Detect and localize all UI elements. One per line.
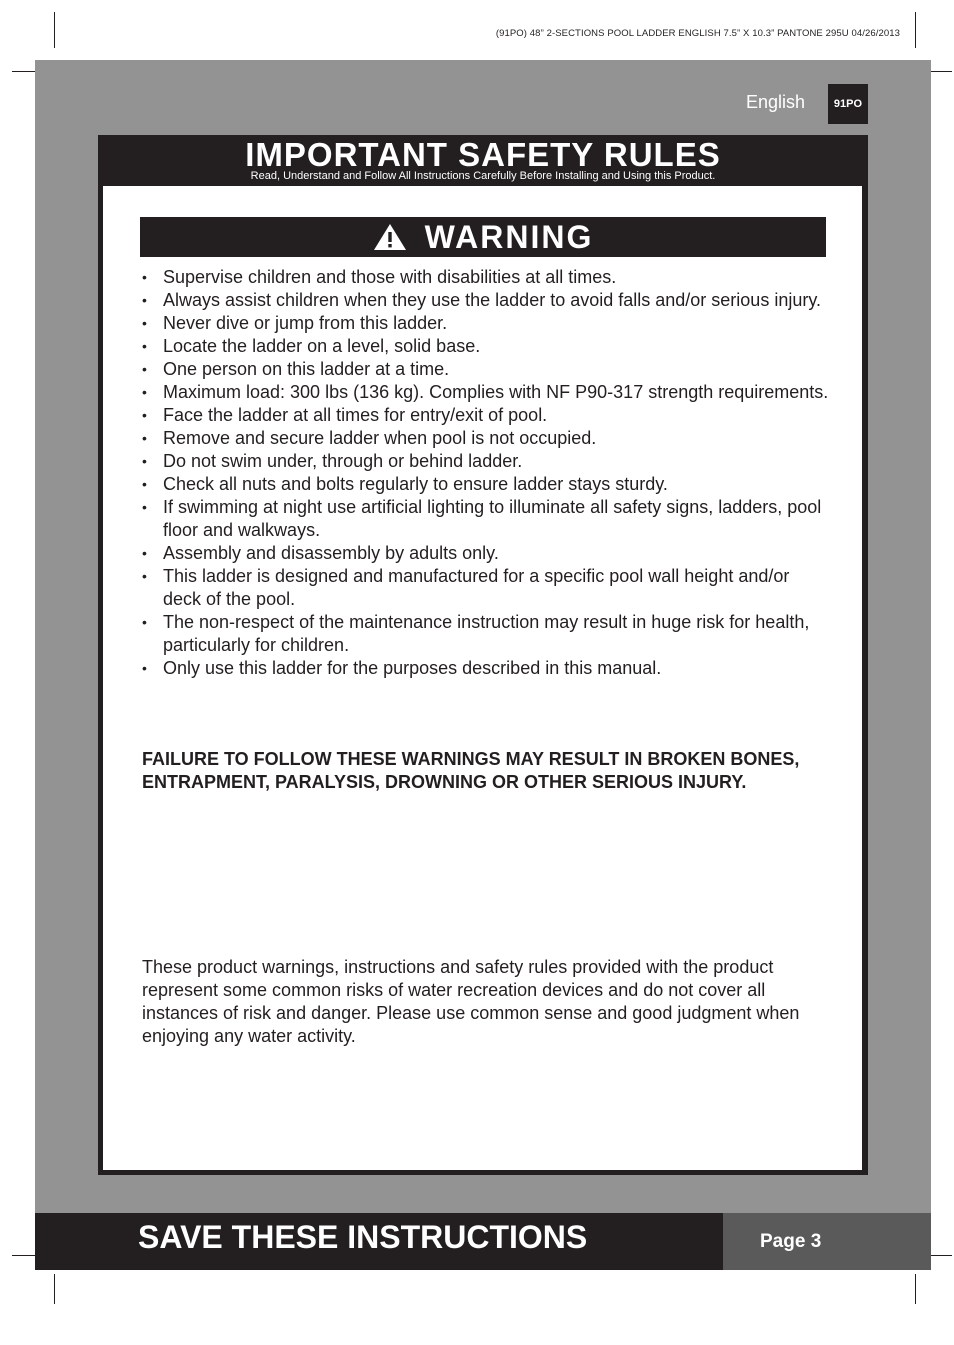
language-label: English — [746, 92, 806, 112]
disclaimer-paragraph: These product warnings, instructions and safety rules provided with the product represent some common risks of water recreation devices and do not cover all instances of risk and danger. Please use common sense and good judgment when enjoying any water activity. — [142, 957, 800, 1046]
product-code-badge: 91PO — [828, 84, 868, 124]
list-item: • If swimming at night use artificial lighting to illuminate all safety signs, ladders, pool floor and walkways. — [140, 496, 830, 542]
list-item: • This ladder is designed and manufactured for a specific pool wall height and/or deck of the pool. — [140, 565, 830, 611]
list-item: • Remove and secure ladder when pool is not occupied. — [140, 427, 830, 450]
page-title: IMPORTANT SAFETY RULES — [245, 136, 721, 173]
warning-label: WARNING — [424, 219, 594, 255]
warning-triangle-icon — [373, 223, 407, 251]
crop-mark — [915, 1274, 916, 1304]
list-item: • Locate the ladder on a level, solid base. — [140, 335, 830, 358]
crop-mark — [915, 12, 916, 48]
list-item: • One person on this ladder at a time. — [140, 358, 830, 381]
list-item: • Assembly and disassembly by adults only. — [140, 542, 830, 565]
list-item: • Do not swim under, through or behind ladder. — [140, 450, 830, 473]
crop-mark — [54, 1274, 55, 1304]
list-item: • Face the ladder at all times for entry/exit of pool. — [140, 404, 830, 427]
list-item: • Never dive or jump from this ladder. — [140, 312, 830, 335]
list-item: • Supervise children and those with disabilities at all times. — [140, 266, 830, 289]
list-item: • Check all nuts and bolts regularly to ensure ladder stays sturdy. — [140, 473, 830, 496]
footer-title: SAVE THESE INSTRUCTIONS — [138, 1219, 588, 1255]
crop-mark — [54, 12, 55, 48]
page-subtitle: Read, Understand and Follow All Instructions Carefully Before Installing and Using this Product. — [250, 170, 716, 182]
list-item: • The non-respect of the maintenance instruction may result in huge risk for health, particularly for children. — [140, 611, 830, 657]
list-item: • Always assist children when they use the ladder to avoid falls and/or serious injury. — [140, 289, 830, 312]
list-item: • Only use this ladder for the purposes described in this manual. — [140, 657, 830, 680]
failure-warning: FAILURE TO FOLLOW THESE WARNINGS MAY RESULT IN BROKEN BONES, ENTRAPMENT, PARALYSIS, DROWNING OR OTHER SERIOUS INJURY. — [142, 749, 800, 792]
list-item: • Maximum load: 300 lbs (136 kg). Complies with NF P90-317 strength requirements. — [140, 381, 830, 404]
print-header: (91PO) 48” 2-SECTIONS POOL LADDER ENGLISH 7.5” X 10.3” PANTONE 295U 04/26/2013 — [495, 28, 900, 39]
page-number: Page 3 — [723, 1213, 931, 1270]
warning-banner — [140, 217, 826, 257]
safety-rules-list — [140, 266, 830, 680]
